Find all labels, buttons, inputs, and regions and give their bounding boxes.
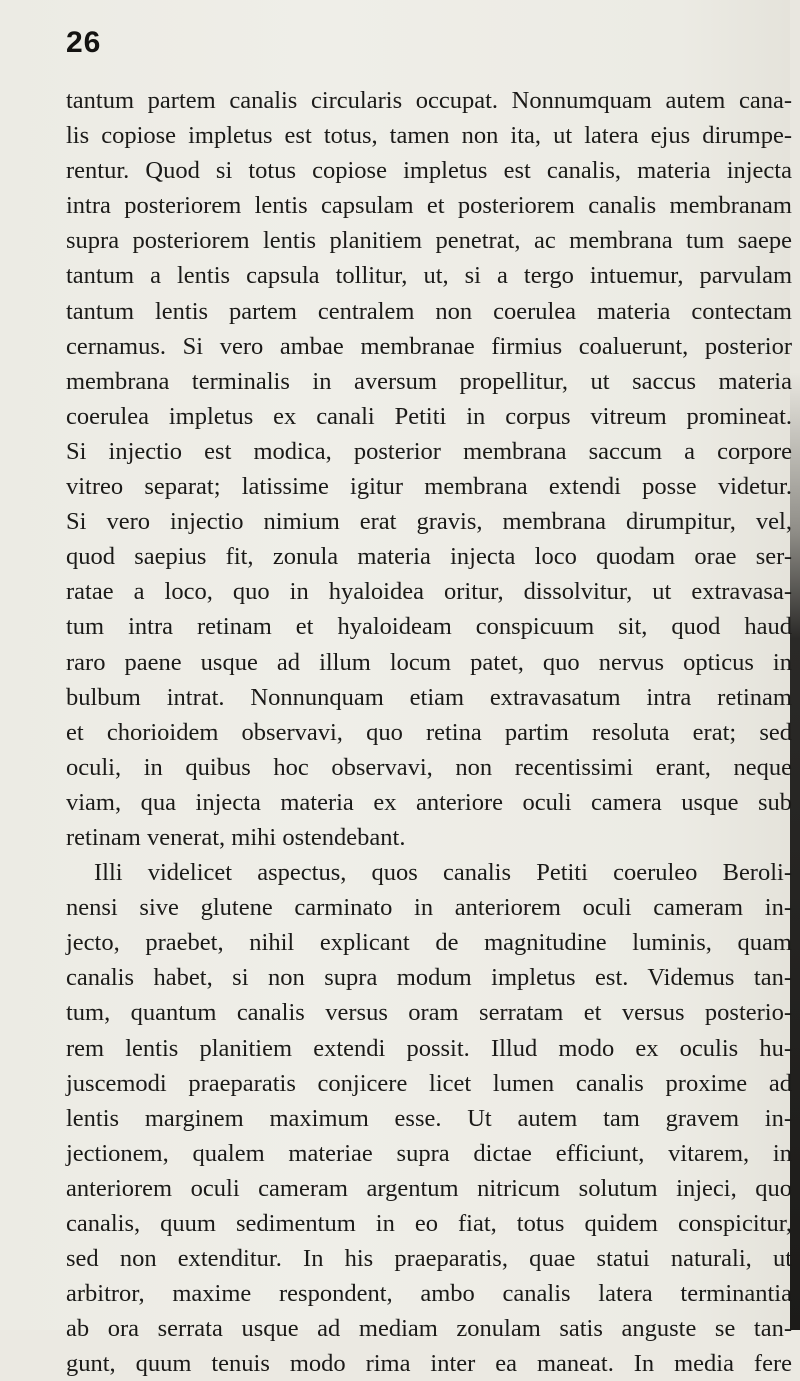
text-line: nensi sive glutene carminato in anteriorem oculi cameram in-	[66, 894, 792, 922]
text-line: canalis habet, si non supra modum impletus est. Videmus tan-	[66, 964, 792, 992]
text-line: tantum lentis partem centralem non coerulea materia contectam	[66, 297, 792, 325]
text-line: et chorioidem observavi, quo retina partim resoluta erat; sed	[66, 718, 792, 746]
text-line: Si injectio est modica, posterior membrana saccum a corpore	[66, 437, 792, 465]
text-line: lentis marginem maximum esse. Ut autem tam gravem in-	[66, 1104, 792, 1132]
text-line: tantum a lentis capsula tollitur, ut, si a tergo intuemur, parvulam	[66, 262, 792, 290]
text-line: jectionem, qualem materiae supra dictae efficiunt, vitarem, in	[66, 1139, 792, 1167]
text-line: cernamus. Si vero ambae membranae firmius coaluerunt, posterior	[66, 332, 792, 360]
text-line: gunt, quum tenuis modo rima inter ea maneat. In media fere	[66, 1350, 792, 1378]
text-line: coerulea impletus ex canali Petiti in corpus vitreum promineat.	[66, 402, 792, 430]
text-line: raro paene usque ad illum locum patet, quo nervus opticus in	[66, 648, 792, 676]
text-line: quod saepius fit, zonula materia injecta loco quodam orae ser-	[66, 543, 792, 571]
text-line: tum intra retinam et hyaloideam conspicuum sit, quod haud	[66, 613, 792, 641]
text-line: vitreo separat; latissime igitur membrana extendi posse videtur.	[66, 473, 792, 501]
text-line: anteriorem oculi cameram argentum nitricum solutum injeci, quo	[66, 1174, 792, 1202]
text-line: intra posteriorem lentis capsulam et posteriorem canalis membranam	[66, 192, 792, 220]
text-line: tantum partem canalis circularis occupat. Nonnumquam autem cana-	[66, 87, 792, 114]
text-line: supra posteriorem lentis planitiem penetrat, ac membrana tum saepe	[66, 227, 792, 255]
text-line: bulbum intrat. Nonnunquam etiam extravasatum intra retinam	[66, 683, 792, 711]
text-line: lis copiose impletus est totus, tamen non ita, ut latera ejus dirumpe-	[66, 122, 792, 150]
text-line: viam, qua injecta materia ex anteriore oculi camera usque sub	[66, 788, 792, 816]
text-line: tum, quantum canalis versus oram serratam et versus posterio-	[66, 999, 792, 1027]
text-line: membrana terminalis in aversum propellitur, ut saccus materia	[66, 367, 792, 395]
text-line: sed non extenditur. In his praeparatis, quae statui naturali, ut	[66, 1245, 792, 1273]
text-line: rem lentis planitiem extendi possit. Illud modo ex oculis hu-	[66, 1034, 792, 1062]
paragraph-end-line: retinam venerat, mihi ostendebant.	[66, 823, 406, 851]
text-line: ab ora serrata usque ad mediam zonulam satis anguste se tan-	[66, 1315, 792, 1343]
text-line: ratae a loco, quo in hyaloidea oritur, dissolvitur, ut extravasa-	[66, 578, 792, 606]
text-line: jecto, praebet, nihil explicant de magnitudine luminis, quam	[66, 929, 792, 957]
page-number: 26	[66, 26, 102, 59]
text-line: juscemodi praeparatis conjicere licet lumen canalis proxime ad	[66, 1069, 792, 1097]
text-line: arbitror, maxime respondent, ambo canalis latera terminantia	[66, 1280, 792, 1308]
body-text	[66, 83, 792, 1381]
text-line: oculi, in quibus hoc observavi, non recentissimi erant, neque	[66, 753, 792, 781]
text-line: canalis, quum sedimentum in eo fiat, totus quidem conspicitur,	[66, 1210, 792, 1237]
text-line: rentur. Quod si totus copiose impletus est canalis, materia injecta	[66, 157, 792, 185]
paragraph-start-line: Illi videlicet aspectus, quos canalis Petiti coeruleo Beroli-	[94, 859, 792, 887]
text-line: Si vero injectio nimium erat gravis, membrana dirumpitur, vel,	[66, 508, 792, 536]
